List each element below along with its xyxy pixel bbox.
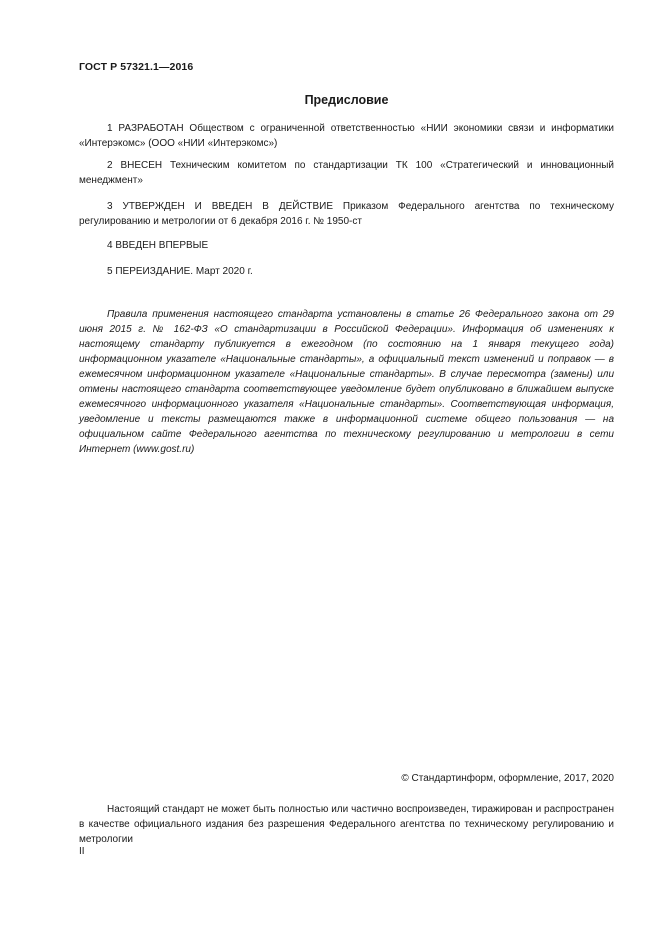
standard-application-note: Правила применения настоящего стандарта установлены в статье 26 Федерального закона от 29 июня 2015 г. № 162-ФЗ «О стандартизации в Российской Федерации». Информация об изменениях к настоящему стандарту публикуется в ежегодном (по состоянию на 1 января текущего года) информационном указателе «Национальные стандарты», а официальный текст изменений и поправок — в ежемесячном информационном указателе «Национальные стандарты». В случае пересмотра (замены) или отмены настоящего стандарта соответствующее уведомление будет опубликовано в ближайшем выпуске ежемесячного информационного указателя «Национальные стандарты». Соответствующая информация, уведомление и тексты размещаются также в информационной системе общего пользования — на официальном сайте Федерального агентства по техническому регулированию и метрологии в сети Интернет (www.gost.ru) (79, 309, 614, 455)
foreword-item-4: 4 ВВЕДЕН ВПЕРВЫЕ (107, 240, 209, 251)
copyright-line: © Стандартинформ, оформление, 2017, 2020 (401, 773, 614, 784)
page-number: II (79, 846, 85, 857)
foreword-item-1: 1 РАЗРАБОТАН Обществом с ограниченной ответственностью «НИИ экономики связи и информатики «Интерэкомс» (ООО «НИИ «Интерэкомс») (79, 123, 614, 149)
foreword-item-2: 2 ВНЕСЕН Техническим комитетом по стандартизации ТК 100 «Стратегический и инновационный менеджмент» (79, 160, 614, 186)
page-title: Предисловие (304, 93, 389, 107)
document-code: ГОСТ Р 57321.1—2016 (79, 61, 194, 73)
reproduction-notice: Настоящий стандарт не может быть полностью или частично воспроизведен, тиражирован и распространен в качестве официального издания без разрешения Федерального агентства по техническому регулированию и метрологии (79, 804, 614, 845)
foreword-item-3: 3 УТВЕРЖДЕН И ВВЕДЕН В ДЕЙСТВИЕ Приказом Федерального агентства по техническому регулированию и метрологии от 6 декабря 2016 г. № 1950-ст (79, 201, 614, 227)
foreword-item-5: 5 ПЕРЕИЗДАНИЕ. Март 2020 г. (107, 266, 253, 277)
